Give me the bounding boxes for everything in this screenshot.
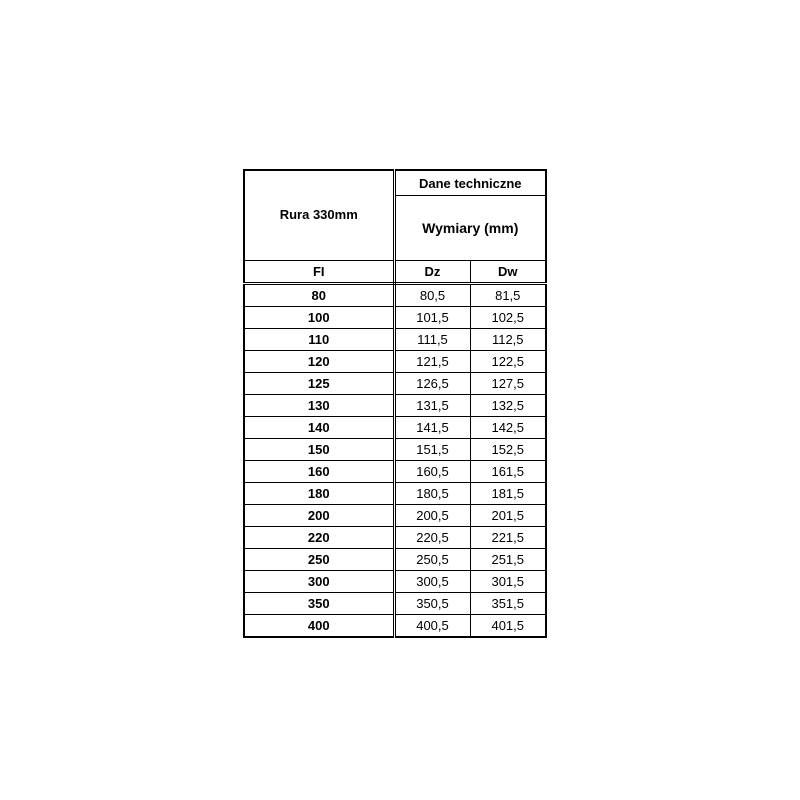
cell-fi: 80 [244,284,394,307]
cell-fi: 400 [244,615,394,638]
table-row [244,439,546,461]
table-row [244,329,546,351]
cell-fi: 125 [244,373,394,395]
column-header-row [244,261,546,284]
table-row [244,307,546,329]
cell-fi: 100 [244,307,394,329]
cell-dw: 112,5 [470,329,546,351]
cell-fi: 110 [244,329,394,351]
cell-dz: 80,5 [394,284,470,307]
table-row [244,527,546,549]
cell-fi: 180 [244,483,394,505]
dimensions-header: Wymiary (mm) [394,196,546,261]
table-row [244,615,546,638]
column-header-fi: FI [244,261,394,284]
table-row [244,351,546,373]
cell-dw: 351,5 [470,593,546,615]
cell-fi: 150 [244,439,394,461]
cell-dw: 181,5 [470,483,546,505]
cell-dz: 141,5 [394,417,470,439]
cell-fi: 200 [244,505,394,527]
cell-fi: 300 [244,571,394,593]
cell-fi: 250 [244,549,394,571]
table-row [244,395,546,417]
cell-fi: 160 [244,461,394,483]
table-row [244,284,546,307]
table-row [244,417,546,439]
cell-dw: 102,5 [470,307,546,329]
cell-dz: 126,5 [394,373,470,395]
cell-dz: 121,5 [394,351,470,373]
column-header-dz: Dz [394,261,470,284]
table-row [244,461,546,483]
header-row-1 [244,170,546,196]
cell-dz: 131,5 [394,395,470,417]
table-row [244,373,546,395]
cell-fi: 140 [244,417,394,439]
table-body [244,170,546,637]
table-row [244,593,546,615]
pipe-type-header: Rura 330mm [244,170,394,261]
cell-dw: 161,5 [470,461,546,483]
cell-dz: 400,5 [394,615,470,638]
table-row [244,549,546,571]
cell-dw: 152,5 [470,439,546,461]
cell-dw: 81,5 [470,284,546,307]
column-header-dw: Dw [470,261,546,284]
cell-dw: 122,5 [470,351,546,373]
cell-dz: 220,5 [394,527,470,549]
cell-dw: 142,5 [470,417,546,439]
table-row [244,505,546,527]
cell-dz: 111,5 [394,329,470,351]
cell-dz: 250,5 [394,549,470,571]
cell-fi: 130 [244,395,394,417]
cell-dz: 160,5 [394,461,470,483]
cell-dw: 221,5 [470,527,546,549]
cell-fi: 350 [244,593,394,615]
table-row [244,571,546,593]
cell-dz: 151,5 [394,439,470,461]
cell-fi: 120 [244,351,394,373]
cell-dz: 300,5 [394,571,470,593]
cell-dz: 101,5 [394,307,470,329]
cell-dw: 401,5 [470,615,546,638]
cell-fi: 220 [244,527,394,549]
cell-dz: 180,5 [394,483,470,505]
cell-dw: 251,5 [470,549,546,571]
table-row [244,483,546,505]
cell-dw: 201,5 [470,505,546,527]
cell-dw: 127,5 [470,373,546,395]
cell-dz: 200,5 [394,505,470,527]
cell-dw: 132,5 [470,395,546,417]
technical-data-header: Dane techniczne [394,170,546,196]
cell-dw: 301,5 [470,571,546,593]
pipe-dimensions-table [243,169,547,638]
cell-dz: 350,5 [394,593,470,615]
